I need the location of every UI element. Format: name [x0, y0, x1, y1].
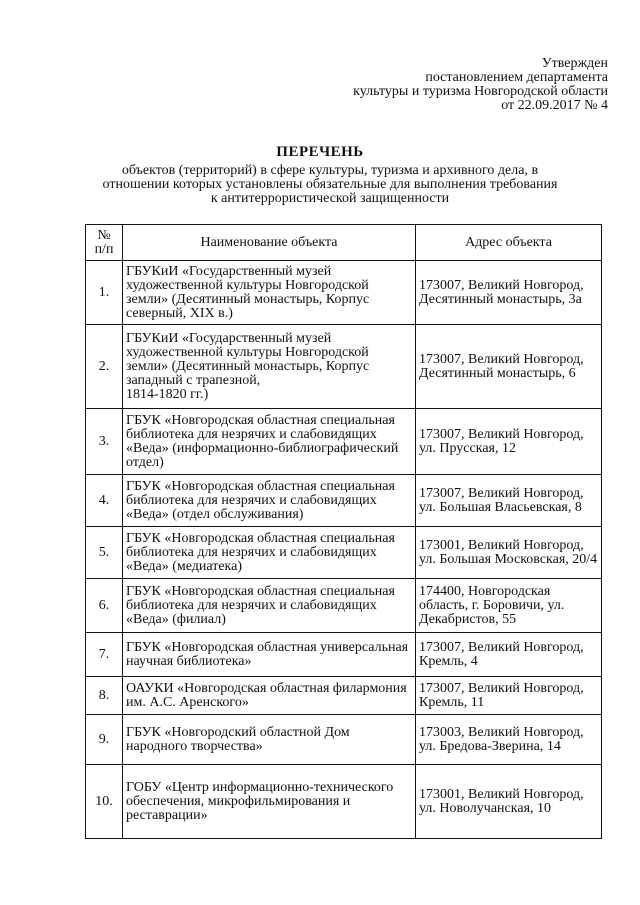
- table-row: [86, 579, 602, 633]
- objects-table: [85, 224, 602, 839]
- table-row: [86, 677, 602, 715]
- object-name: ГБУК «Новгородская областная специальная библиотека для незрячих и слабовидящих «Веда» (отдел обслуживания): [123, 475, 416, 527]
- document-title: ПЕРЕЧЕНЬ: [276, 144, 364, 160]
- header-number: № п/п: [86, 225, 123, 261]
- row-number: 2.: [86, 325, 123, 409]
- header-name: Наименование объекта: [123, 225, 416, 261]
- table-row: [86, 475, 602, 527]
- object-name: ГБУК «Новгородская областная специальная библиотека для незрячих и слабовидящих «Веда» (филиал): [123, 579, 416, 633]
- object-name: ОАУКИ «Новгородская областная филармония им. А.С. Аренского»: [123, 677, 416, 715]
- object-address: 173001, Великий Новгород, ул. Большая Московская, 20/4: [416, 527, 602, 579]
- object-name: ГОБУ «Центр информационно-технического обеспечения, микрофильмирования и реставрации»: [123, 765, 416, 839]
- object-name: ГБУК «Новгородская областная универсальная научная библиотека»: [123, 633, 416, 677]
- table-row: [86, 715, 602, 765]
- object-address: 173007, Великий Новгород, Десятинный монастырь, 6: [416, 325, 602, 409]
- object-address: 173007, Великий Новгород, Кремль, 4: [416, 633, 602, 677]
- object-name: ГБУКиИ «Государственный музей художественной культуры Новгородской земли» (Десятинный монастырь, Корпус северный, XIX в.): [123, 261, 416, 325]
- row-number: 8.: [86, 677, 123, 715]
- table-header-row: [86, 225, 602, 261]
- approval-line: культуры и туризма Новгородской области: [353, 84, 608, 99]
- object-address: 173007, Великий Новгород, Десятинный монастырь, 3а: [416, 261, 602, 325]
- row-number: 1.: [86, 261, 123, 325]
- row-number: 7.: [86, 633, 123, 677]
- table-row: [86, 409, 602, 475]
- table-row: [86, 527, 602, 579]
- object-address: 173001, Великий Новгород, ул. Новолучанская, 10: [416, 765, 602, 839]
- row-number: 3.: [86, 409, 123, 475]
- object-name: ГБУК «Новгородский областной Дом народного творчества»: [123, 715, 416, 765]
- approval-stamp: [308, 57, 608, 113]
- table-row: [86, 261, 602, 325]
- approval-date: от 22.09.2017 № 4: [501, 98, 608, 113]
- approval-line: постановлением департамента: [425, 70, 608, 85]
- table-row: [86, 765, 602, 839]
- row-number: 6.: [86, 579, 123, 633]
- row-number: 4.: [86, 475, 123, 527]
- object-address: 173007, Великий Новгород, ул. Прусская, 12: [416, 409, 602, 475]
- object-address: 173003, Великий Новгород, ул. Бредова-Зверина, 14: [416, 715, 602, 765]
- table-row: [86, 633, 602, 677]
- approval-line: Утвержден: [541, 56, 608, 71]
- object-address: 173007, Великий Новгород, ул. Большая Власьевская, 8: [416, 475, 602, 527]
- object-address: 174400, Новгородская область, г. Боровичи, ул. Декабристов, 55: [416, 579, 602, 633]
- row-number: 10.: [86, 765, 123, 839]
- table-row: [86, 325, 602, 409]
- object-address: 173007, Великий Новгород, Кремль, 11: [416, 677, 602, 715]
- row-number: 5.: [86, 527, 123, 579]
- row-number: 9.: [86, 715, 123, 765]
- header-address: Адрес объекта: [416, 225, 602, 261]
- object-name: ГБУК «Новгородская областная специальная библиотека для незрячих и слабовидящих «Веда» (информационно-библиографический отдел): [123, 409, 416, 475]
- document-subtitle: объектов (территорий) в сфере культуры, туризма и архивного дела, в отношении которых установлены обязательные для выполнения требования к антитеррористической защищенности: [102, 163, 558, 206]
- object-name: ГБУК «Новгородская областная специальная библиотека для незрячих и слабовидящих «Веда» (медиатека): [123, 527, 416, 579]
- object-name: ГБУКиИ «Государственный музей художественной культуры Новгородской земли» (Десятинный монастырь, Корпус западный с трапезной, 1814-1820 гг.): [123, 325, 416, 409]
